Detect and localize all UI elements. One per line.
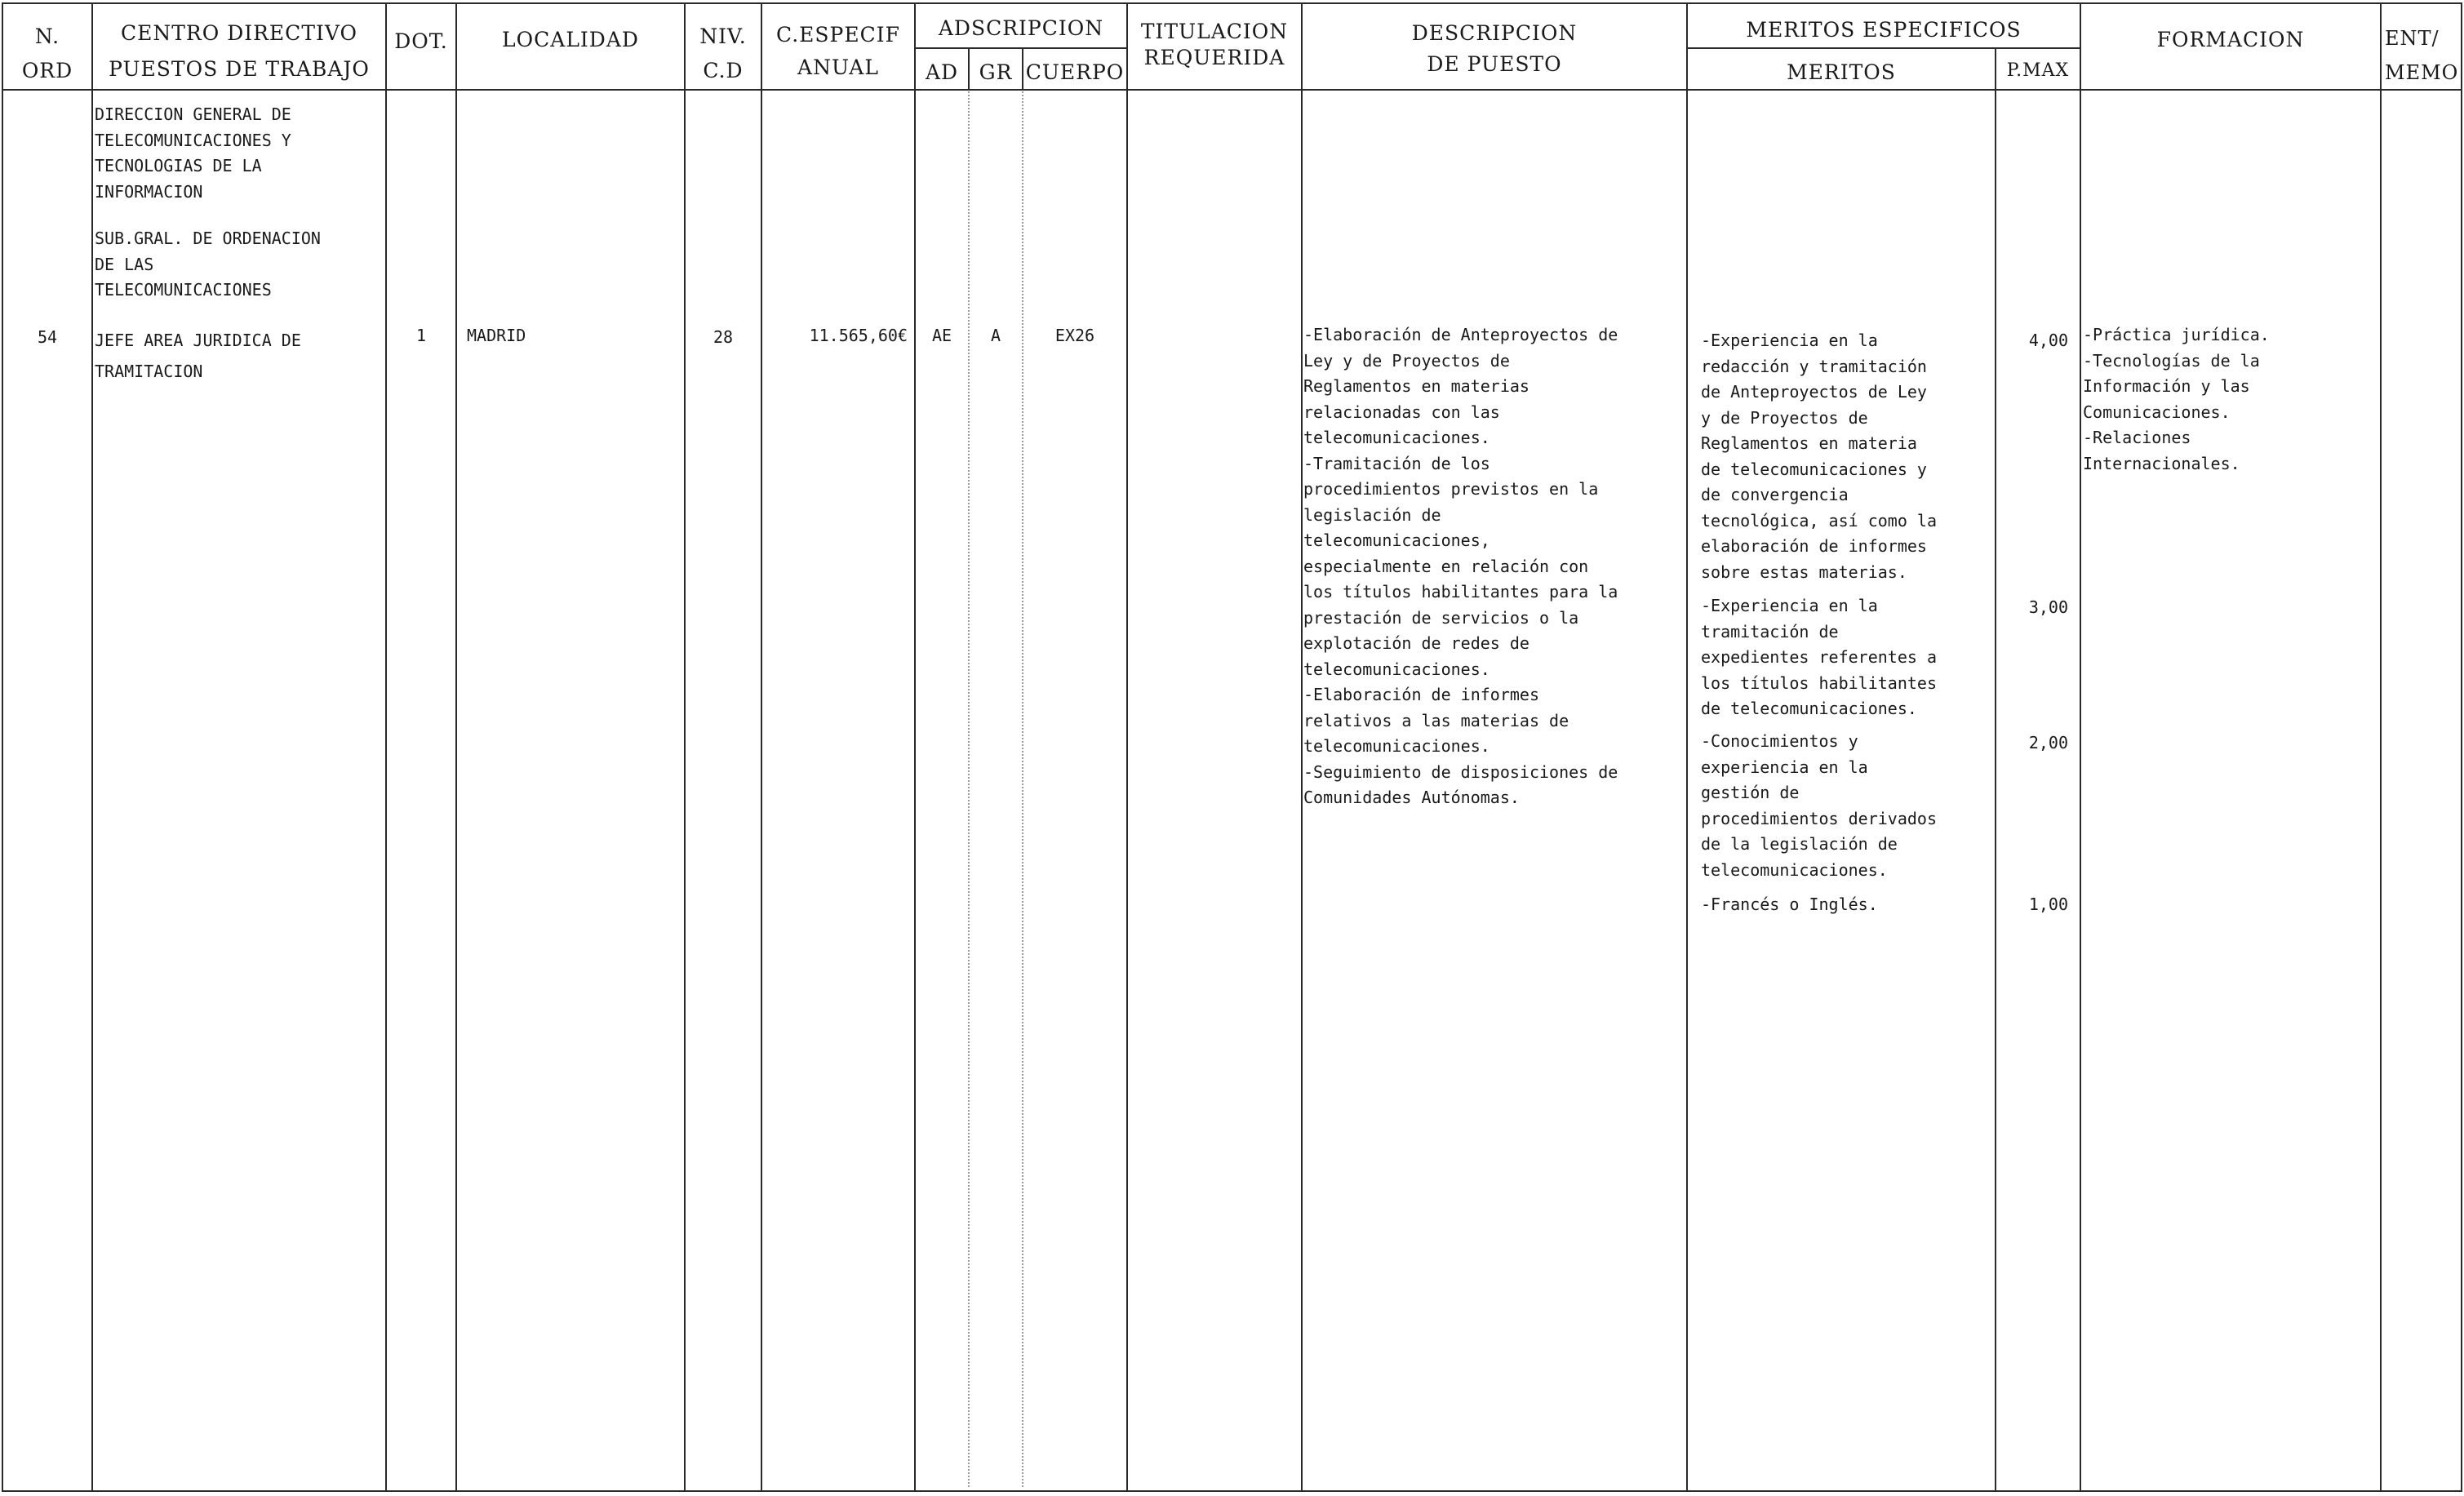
header-nivel — [686, 24, 761, 83]
merito-4-pmax: 1,00 — [2028, 894, 2068, 914]
col-sep-13 — [2080, 2, 2081, 1492]
merito-4-text: -Francés o Inglés. — [1701, 894, 1878, 914]
header-centro-line1: CENTRO DIRECTIVO — [121, 21, 357, 45]
dotted-guide-gr — [1022, 91, 1023, 1487]
header-descripcion-line1: DESCRIPCION — [1411, 21, 1578, 45]
col-sep-1 — [91, 2, 93, 1492]
direccion-general: DIRECCION GENERAL DE TELECOMUNICACIONES Y TECNOLOGIAS DE LA INFORMACION — [95, 104, 291, 202]
header-ent-memo — [2382, 26, 2464, 85]
header-titulacion-line2: REQUERIDA — [1143, 46, 1285, 69]
row-n-ord: 54 — [37, 327, 58, 347]
header-titulacion — [1128, 20, 1301, 70]
col-sep-14 — [2380, 2, 2382, 1492]
header-c-especifico — [762, 23, 914, 80]
dotted-guide-ad — [968, 91, 970, 1487]
header-ent-line2: MEMO — [2385, 61, 2459, 84]
row-c-especifico: 11.565,60€ — [809, 326, 908, 345]
row-ad: AE — [931, 326, 952, 345]
header-n-ord — [3, 24, 91, 83]
header-descripcion — [1303, 21, 1686, 77]
row-cuerpo: EX26 — [1054, 326, 1095, 345]
col-sep-2 — [385, 2, 387, 1492]
header-bottom-border — [2, 89, 2462, 91]
row-gr: A — [990, 326, 1001, 345]
col-sep-12 — [1995, 47, 1996, 1492]
header-dot: DOT. — [394, 29, 448, 53]
row-localidad: MADRID — [467, 326, 526, 345]
subdireccion-general: SUB.GRAL. DE ORDENACION DE LAS TELECOMUNICACIONES — [95, 229, 321, 300]
row-formacion: -Práctica jurídica. -Tecnologías de la Información y las Comunicaciones. -Relaciones Internacionales. — [2083, 325, 2270, 473]
right-border — [2461, 2, 2462, 1492]
col-sep-11 — [1686, 2, 1688, 1492]
row-descripcion: -Elaboración de Anteproyectos de Ley y de Proyectos de Reglamentos en materias relacionadas con las telecomunicaciones. -Tramitación de los procedimientos previstos en la legislación de telecomunicaciones, especialmente en relación con los títulos habilitantes para la prestación de servicios o la explotación de redes de telecomunicaciones. -Elaboración de informes relativos a las materias de telecomunicaciones. -Seguimiento de disposiciones de Comunidades Autónomas. — [1303, 325, 1618, 807]
header-localidad: LOCALIDAD — [502, 28, 639, 51]
adscripcion-subheader-line — [914, 47, 1126, 49]
merito-1-pmax: 4,00 — [2028, 331, 2068, 350]
header-titulacion-line1: TITULACION — [1140, 20, 1289, 43]
merito-1-text: -Experiencia en la redacción y tramitación de Anteproyectos de Ley y de Proyectos de Reglamentos en materia de telecomunicaciones y de convergencia tecnológica, así como la elaboración de informes sobre estas materias. — [1701, 331, 1937, 582]
header-cesp-line1: C.ESPECIF — [776, 23, 900, 47]
header-formacion: FORMACION — [2156, 28, 2305, 51]
col-sep-3 — [455, 2, 457, 1492]
merito-2-pmax: 3,00 — [2028, 597, 2068, 617]
bottom-border — [2, 1490, 2462, 1492]
header-nivel-line2: C.D — [703, 59, 744, 82]
header-centro-line2: PUESTOS DE TRABAJO — [109, 57, 370, 81]
header-nivel-line1: NIV. — [699, 24, 747, 48]
header-ent-line1: ENT/ — [2385, 27, 2440, 50]
meritos-subheader-line — [1686, 47, 2080, 49]
row-nivel: 28 — [713, 327, 734, 347]
merito-3-text: -Conocimientos y experiencia en la gestión de procedimientos derivados de la legislación de telecomunicaciones. — [1701, 731, 1937, 880]
row-dotacion: 1 — [415, 326, 427, 345]
col-sep-9 — [1126, 2, 1128, 1492]
header-meritos: MERITOS — [1787, 60, 1896, 84]
header-n-ord-line1: N. — [34, 24, 60, 48]
row-puesto: JEFE AREA JURIDICA DE TRAMITACION — [95, 331, 301, 381]
header-n-ord-line2: ORD — [21, 59, 73, 82]
left-border — [2, 2, 3, 1492]
header-cesp-line2: ANUAL — [797, 55, 879, 79]
col-sep-4 — [684, 2, 686, 1492]
header-adscripcion: ADSCRIPCION — [938, 16, 1104, 40]
merito-2-text: -Experiencia en la tramitación de expedientes referentes a los títulos habilitantes de telecomunicaciones. — [1701, 596, 1937, 718]
header-centro-directivo — [93, 21, 385, 82]
col-sep-5 — [761, 2, 762, 1492]
header-cuerpo: CUERPO — [1025, 60, 1125, 84]
header-pmax: P.MAX — [2006, 60, 2070, 81]
header-descripcion-line2: DE PUESTO — [1427, 52, 1562, 76]
col-sep-6 — [914, 2, 916, 1492]
top-border — [2, 2, 2462, 4]
merito-3-pmax: 2,00 — [2028, 733, 2068, 752]
header-meritos-especificos: MERITOS ESPECIFICOS — [1746, 18, 2022, 42]
header-gr: GR — [979, 60, 1013, 84]
header-ad: AD — [925, 60, 959, 84]
col-sep-10 — [1301, 2, 1303, 1492]
